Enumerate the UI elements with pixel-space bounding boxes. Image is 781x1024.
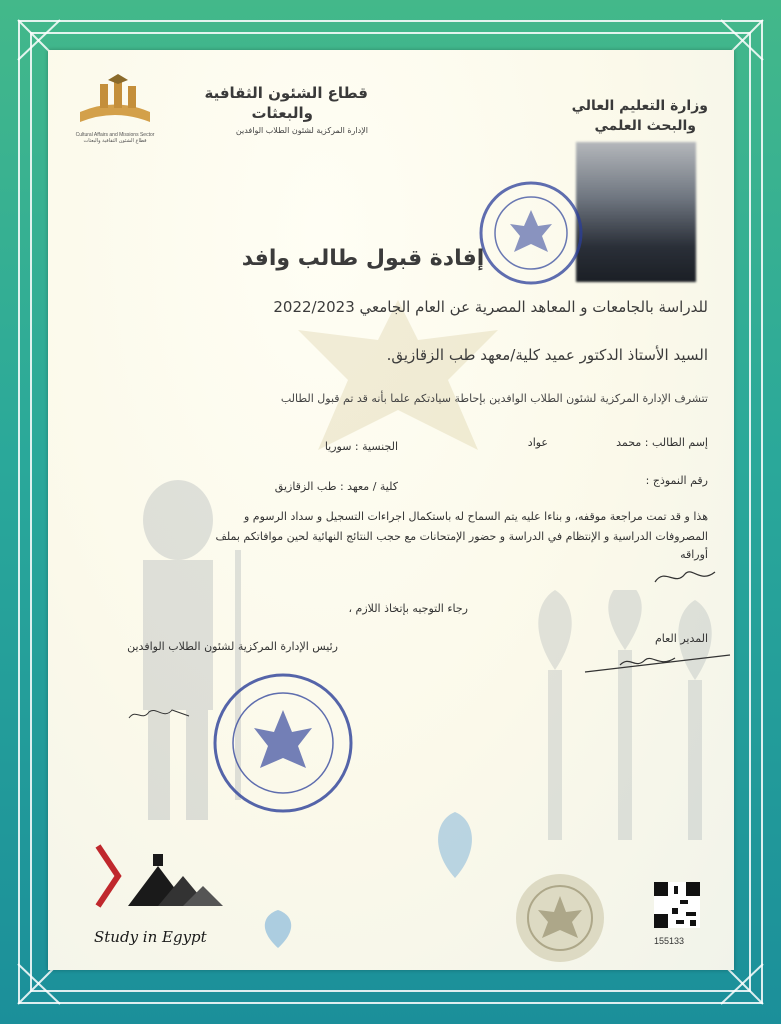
intro-text: تتشرف الإدارة المركزية لشئون الطلاب الوافدين بإحاطة سيادتكم علما بأنه قد تم قبول الطالب	[280, 392, 708, 405]
student-photo	[576, 142, 696, 282]
brand-text: Study in Egypt	[94, 928, 207, 946]
sector-logo	[70, 72, 160, 152]
central-admin-stamp-icon	[208, 668, 358, 818]
document-subtitle: للدراسة بالجامعات و المعاهد المصرية عن العام الجامعي 2022/2023	[273, 298, 708, 316]
body-line2: المصروفات الدراسية و الإنتظام في الدراسة و حضور الإمتحانات مع حجب النتائج النهائية لحين موافاتكم بملف	[215, 530, 708, 543]
body-line3: أوراقه	[680, 548, 708, 561]
sector-title-line2: والبعثات	[251, 104, 313, 122]
lotus-decor-icon-2	[420, 810, 490, 880]
student-name-label: إسم الطالب : محمد	[616, 436, 708, 449]
student-name-rest: عواد	[527, 436, 548, 449]
manager-signature-icon	[580, 650, 734, 680]
signature-icon	[650, 562, 720, 592]
general-manager: المدير العام	[654, 632, 708, 645]
form-number-label: رقم النموذج :	[645, 474, 708, 487]
closing-text: رجاء التوجيه بإتخاذ اللازم ،	[348, 602, 468, 615]
sector-subtitle: الإدارة المركزية لشئون الطلاب الوافدين	[235, 126, 368, 135]
study-in-egypt-logo-icon	[88, 826, 238, 926]
lotus-decor-icon	[248, 910, 308, 950]
sector-title-line1: قطاع الشئون الثقافية	[204, 84, 368, 102]
lotus-watermark-icon	[518, 590, 728, 850]
body-line1: هذا و قد تمت مراجعة موقفه، و بناءا عليه يتم السماح له باستكمال اجراءات التسجيل و سداد الرسوم و	[243, 510, 708, 523]
head-signatory: رئيس الإدارة المركزية لشئون الطلاب الوافدين	[127, 640, 338, 653]
head-signature-icon	[124, 702, 194, 726]
logo-text-en: Cultural Affairs and Missions Sector	[75, 132, 155, 138]
faculty: كلية / معهد : طب الزقازيق	[274, 480, 398, 493]
ministry-line2: والبحث العلمي	[594, 118, 696, 134]
addressee: السيد الأستاذ الدكتور عميد كلية/معهد طب الزقازيق.	[386, 346, 708, 364]
ministry-line1: وزارة التعليم العالي	[571, 98, 708, 114]
logo-text-ar: قطاع الشئون الثقافية والبعثات	[83, 138, 147, 144]
qr-code[interactable]	[654, 882, 700, 928]
document-title: إفادة قبول طالب وافد	[241, 246, 485, 271]
serial-number: 155133	[654, 936, 685, 946]
certificate-paper	[48, 50, 734, 970]
embossed-seal-icon	[510, 868, 610, 968]
official-stamp-icon	[476, 178, 586, 288]
book-logo-icon	[70, 72, 160, 128]
nationality: الجنسية : سوريا	[324, 440, 398, 453]
